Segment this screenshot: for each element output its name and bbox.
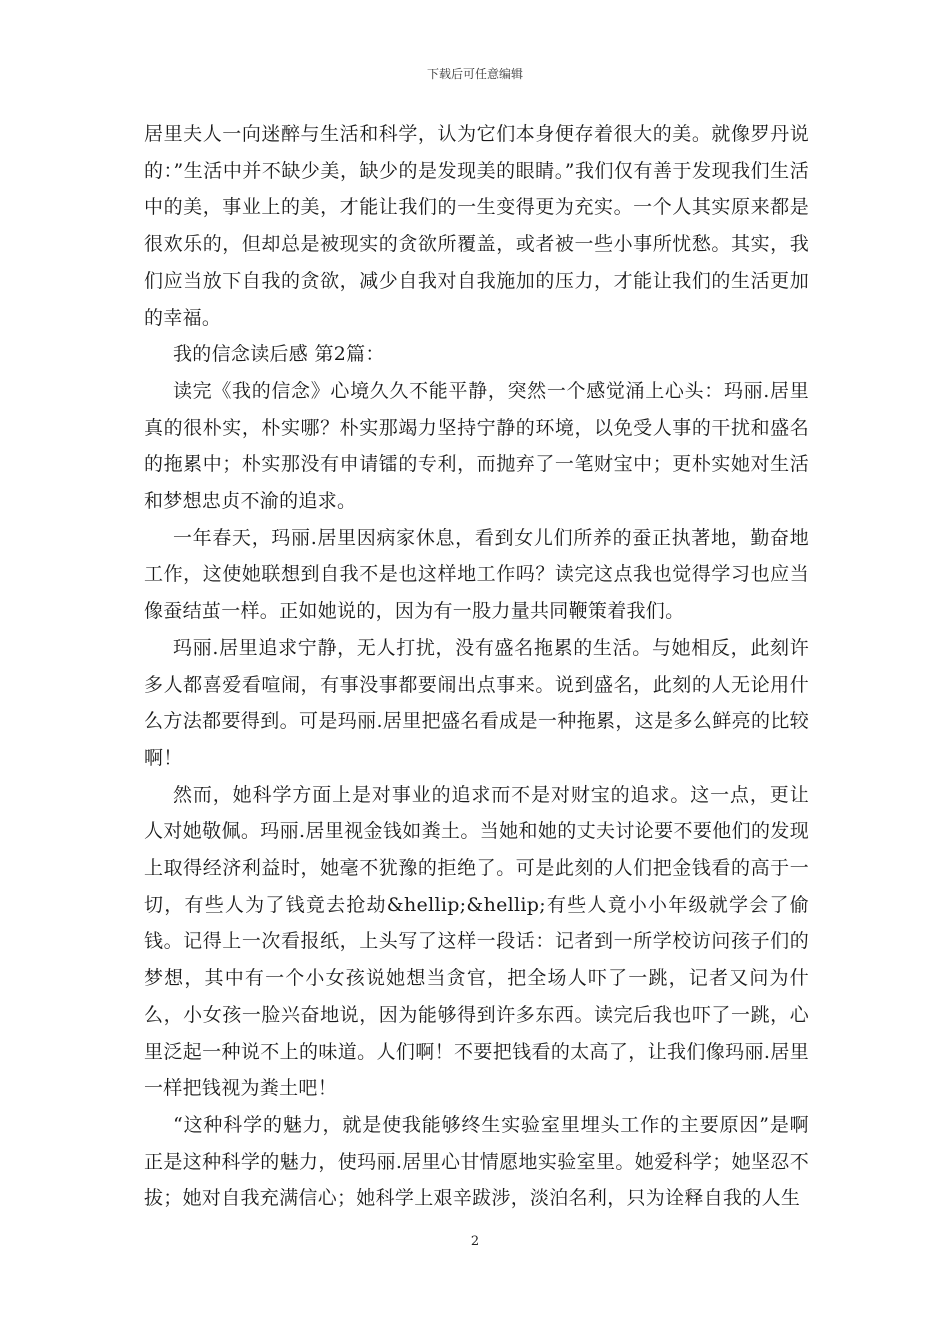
paragraph: 玛丽.居里追求宁静，无人打扰，没有盛名拖累的生活。与她相反，此刻许多人都喜爱看喧闹，有事没事都要闹出点事来。说到盛名，此刻的人无论用什么方法都要得到。可是玛丽.居里把盛名看成是一种拖累，这是多么鲜亮的比较啊！	[144, 636, 809, 769]
paragraph: 读完《我的信念》心境久久不能平静，突然一个感觉涌上心头：玛丽.居里真的很朴实，朴实哪？朴实那竭力坚持宁静的环境，以免受人事的干扰和盛名的拖累中；朴实那没有申请镭的专利，而抛弃了一笔财宝中；更朴实她对生活和梦想忠贞不渝的追求。	[144, 379, 809, 513]
page-number: 2	[470, 1234, 480, 1249]
paragraph-intro: 居里夫人一向迷醉与生活和科学，认为它们本身便存着很大的美。就像罗丹说的：”生活中并不缺少美，缺少的是发现美的眼睛。”我们仅有善于发现我们生活中的美，事业上的美，才能让我们的一生变得更为充实。一个人其实原来都是很欢乐的，但却总是被现实的贪欲所覆盖，或者被一些小事所忧愁。其实，我们应当放下自我的贪欲，减少自我对自我施加的压力，才能让我们的生活更加的幸福。	[144, 123, 809, 329]
document-body	[144, 116, 809, 1217]
paragraph: “这种科学的魅力，就是使我能够终生实验室里埋头工作的主要原因”是啊正是这种科学的魅力，使玛丽.居里心甘情愿地实验室里。她爱科学；她坚忍不拔；她对自我充满信心；她科学上艰辛跋涉，淡泊名利，只为诠释自我的人生	[144, 1113, 809, 1210]
section-heading: 我的信念读后感 第2篇：	[173, 343, 385, 366]
page-header: 下载后可任意编辑	[426, 67, 523, 81]
paragraph: 然而，她科学方面上是对事业的追求而不是对财宝的追求。这一点，更让人对她敬佩。玛丽.居里视金钱如粪土。当她和她的丈夫讨论要不要他们的发现上取得经济利益时，她毫不犹豫的拒绝了。可是此刻的人们把金钱看的高于一切，有些人为了钱竟去抢劫&hellip;&hellip;有些人竟小小年级就学会了偷钱。记得上一次看报纸，上头写了这样一段话：记者到一所学校访问孩子们的梦想，其中有一个小女孩说她想当贪官，把全场人吓了一跳，记者又问为什么，小女孩一脸兴奋地说，因为能够得到许多东西。读完后我也吓了一跳，心里泛起一种说不上的味道。人们啊！不要把钱看的太高了，让我们像玛丽.居里一样把钱视为粪土吧！	[144, 783, 809, 1100]
paragraph: 一年春天，玛丽.居里因病家休息，看到女儿们所养的蚕正执著地，勤奋地工作，这使她联想到自我不是也这样地工作吗？读完这点我也觉得学习也应当像蚕结茧一样。正如她说的，因为有一股力量共同鞭策着我们。	[144, 526, 809, 623]
